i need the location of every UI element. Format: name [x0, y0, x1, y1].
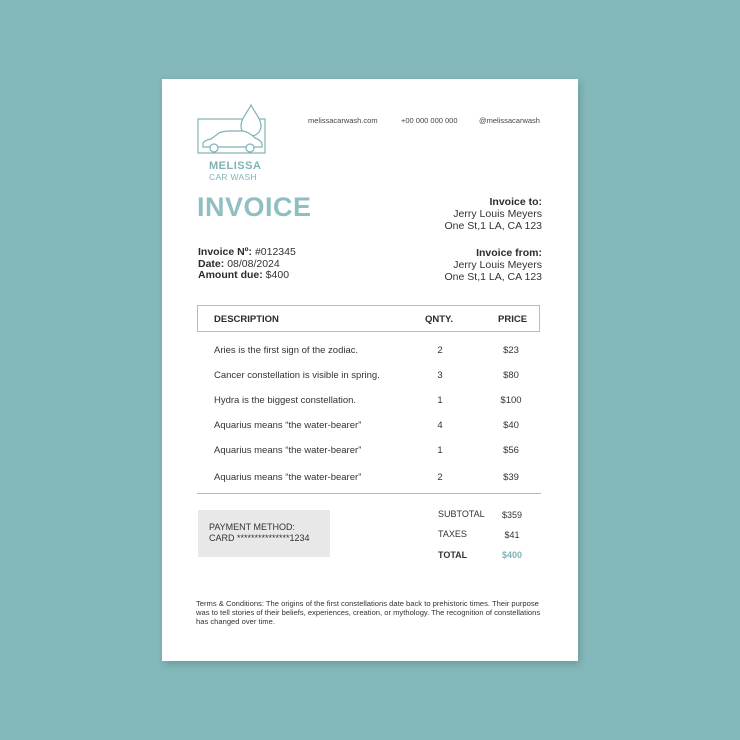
row-price: $100	[500, 395, 522, 406]
subtotal-label: SUBTOTAL	[438, 509, 485, 519]
subtotal-value: $359	[501, 510, 523, 520]
total-value: $400	[501, 550, 523, 560]
payment-card-number: CARD ***************1234	[209, 533, 310, 543]
invoice-from-label: Invoice from:	[476, 247, 542, 259]
row-description: Aquarius means “the water-bearer”	[214, 472, 362, 483]
total-label: TOTAL	[438, 550, 468, 560]
header-price: PRICE	[498, 314, 528, 325]
table-row	[162, 420, 578, 434]
car-wash-logo-icon	[197, 104, 267, 158]
row-qty: 2	[437, 345, 443, 356]
table-row	[162, 370, 578, 384]
invoice-from-block	[445, 247, 542, 283]
row-description: Aquarius means “the water-bearer”	[214, 420, 362, 431]
date-value: 08/08/2024	[227, 257, 280, 270]
row-qty: 3	[437, 370, 443, 381]
table-row	[162, 445, 578, 459]
taxes-label: TAXES	[438, 529, 467, 539]
invoice-number-label: Invoice Nº:	[198, 246, 253, 258]
table-row	[162, 345, 578, 359]
row-price: $39	[503, 472, 519, 483]
brand-name: MELISSA	[209, 160, 262, 172]
invoice-to-label: Invoice to:	[489, 196, 542, 208]
brand-subtitle: CAR WASH	[209, 172, 257, 182]
row-description: Hydra is the biggest constellation.	[214, 395, 357, 406]
social-handle-text: @melissacarwash	[479, 116, 540, 125]
row-description: Aquarius means “the water-bearer”	[214, 445, 362, 456]
row-price: $23	[503, 345, 519, 356]
row-qty: 1	[437, 445, 443, 456]
invoice-number-value: #012345	[254, 246, 296, 258]
invoice-title: INVOICE	[197, 192, 312, 222]
invoice-page	[162, 79, 578, 661]
date-label: Date:	[198, 257, 225, 270]
row-price: $56	[503, 445, 519, 456]
row-description: Cancer constellation is visible in spring.	[214, 370, 380, 381]
website-text: melissacarwash.com	[308, 116, 378, 125]
terms-and-conditions: Terms & Conditions: The origins of the first constellations date back to prehistoric times. Their purpose was to tell stories of their beliefs, experiences, creation, or mythology. The recognition of constellations has changed over time.	[196, 599, 541, 626]
row-qty: 4	[437, 420, 443, 431]
invoice-to-block	[445, 196, 542, 232]
row-description: Aries is the first sign of the zodiac.	[214, 345, 359, 356]
row-qty: 2	[437, 472, 443, 483]
row-price: $80	[503, 370, 519, 381]
amount-due-value: $400	[265, 269, 290, 281]
header-qty: QNTY.	[425, 314, 453, 325]
invoice-from-name: Jerry Louis Meyers	[453, 259, 542, 271]
invoice-to-name: Jerry Louis Meyers	[453, 208, 542, 220]
row-qty: 1	[437, 395, 443, 406]
phone-text: +00 000 000 000	[401, 116, 458, 125]
table-row	[162, 472, 578, 486]
row-price: $40	[503, 420, 519, 431]
taxes-value: $41	[504, 530, 520, 540]
table-row	[162, 395, 578, 409]
invoice-from-address: One St,1 LA, CA 123	[444, 271, 542, 283]
payment-method-label: PAYMENT METHOD:	[209, 522, 296, 532]
amount-due-label: Amount due:	[198, 269, 263, 281]
header-description: DESCRIPTION	[214, 314, 279, 325]
invoice-to-address: One St,1 LA, CA 123	[444, 220, 542, 232]
payment-method-box	[198, 510, 330, 557]
invoice-meta	[198, 247, 296, 282]
table-divider	[197, 493, 541, 494]
table-header	[197, 305, 540, 332]
